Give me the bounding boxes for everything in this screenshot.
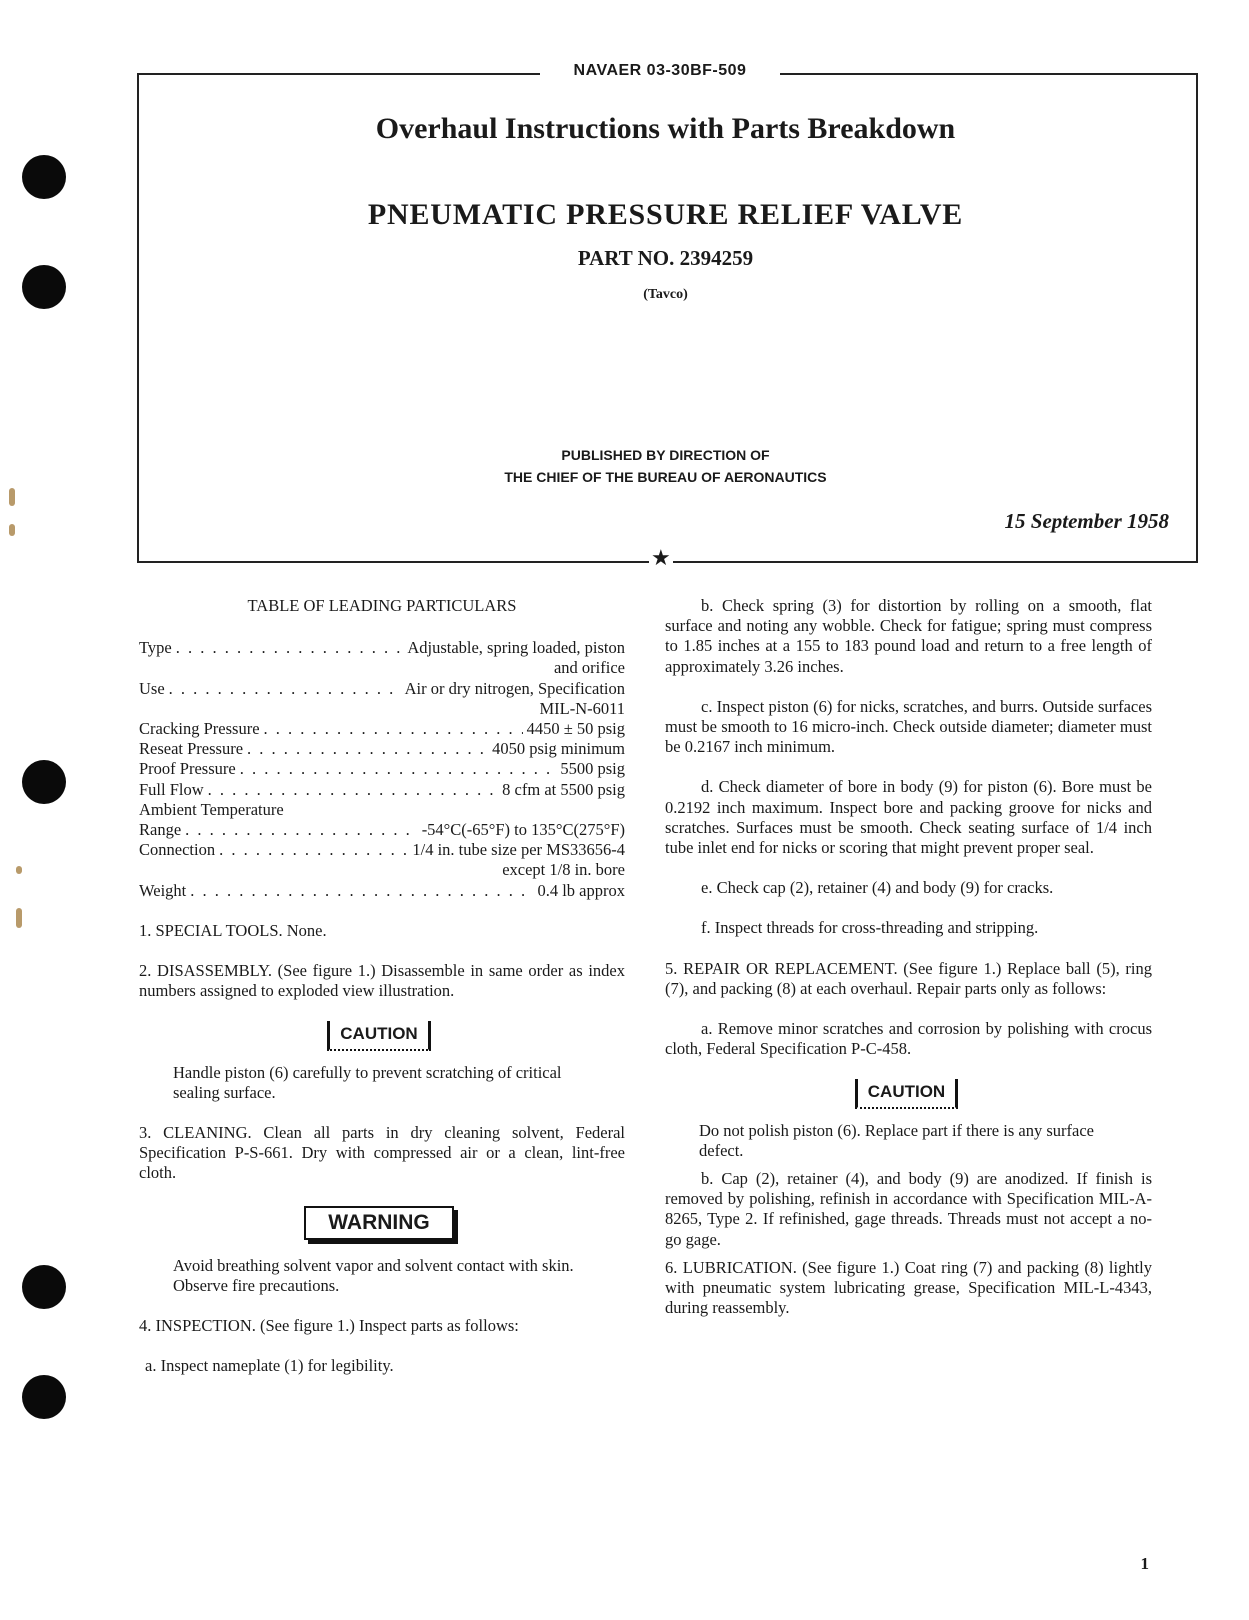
document-number: NAVAER 03-30BF-509	[540, 62, 780, 80]
right-column	[665, 596, 1152, 1318]
left-column	[139, 596, 625, 1377]
edge-mark	[16, 866, 22, 874]
edge-mark	[16, 908, 22, 928]
inspection-step-c: c. Inspect piston (6) for nicks, scratches, and burrs. Outside surfaces must be smooth to 16 micro-inch. Check outside diameter; diameter must be 0.2167 inch minimum.	[665, 696, 1152, 757]
binder-hole	[22, 760, 66, 804]
particular-row-type: Type . . . Adjustable, spring loaded, piston	[139, 638, 625, 658]
publisher-line	[137, 444, 1194, 488]
section-repair-replacement: 5. REPAIR OR REPLACEMENT. (See figure 1.) Replace ball (5), ring (7), and packing (8) at each overhaul. Repair parts only as follows:	[665, 958, 1152, 998]
particular-row-ambient: Ambient Temperature	[139, 799, 284, 819]
section-inspection: 4. INSPECTION. (See figure 1.) Inspect parts as follows:	[139, 1316, 519, 1336]
publisher-line-1: PUBLISHED BY DIRECTION OF	[561, 447, 770, 463]
particular-row-use: Use . . . Air or dry nitrogen, Specification	[139, 679, 625, 699]
binder-hole	[22, 1265, 66, 1309]
binder-hole	[22, 265, 66, 309]
title-block-frame	[137, 73, 1198, 563]
manufacturer: (Tavco)	[643, 287, 688, 302]
particular-row-weight: Weight . . . 0.4 lb approx	[139, 881, 625, 901]
inspection-step-b: b. Check spring (3) for distortion by rolling on a smooth, flat surface and noting any wobble. Check for fatigue; spring must compress to 1.85 inches at a 155 to 183 pound load and return to a free length of approximately 3.26 inches.	[665, 596, 1152, 676]
page-number: 1	[1140, 1554, 1149, 1573]
item-title: PNEUMATIC PRESSURE RELIEF VALVE	[367, 198, 964, 231]
section-disassembly: 2. DISASSEMBLY. (See figure 1.) Disassemble in same order as index numbers assigned to exploded view illustration.	[139, 961, 625, 1001]
binder-hole	[22, 155, 66, 199]
section-lubrication: 6. LUBRICATION. (See figure 1.) Coat ring (7) and packing (8) lightly with pneumatic system lubricating grease, Specification MIL-L-4343, during reassembly.	[665, 1257, 1152, 1318]
binder-hole	[22, 1375, 66, 1419]
publisher-line-2: THE CHIEF OF THE BUREAU OF AERONAUTICS	[504, 469, 827, 485]
part-number: PART NO. 2394259	[577, 246, 754, 270]
edge-mark	[9, 488, 15, 506]
publication-date: 15 September 1958	[1004, 509, 1169, 533]
section-special-tools: 1. SPECIAL TOOLS. None.	[139, 920, 327, 940]
particular-row-flow: Full Flow . . . 8 cfm at 5500 psig	[139, 780, 625, 800]
caution-text: Handle piston (6) carefully to prevent scratching of critical sealing surface.	[173, 1062, 562, 1102]
warning-label: WARNING	[304, 1206, 454, 1240]
edge-mark	[9, 524, 15, 536]
inspection-step-a: a. Inspect nameplate (1) for legibility.	[145, 1356, 394, 1376]
inspection-step-e: e. Check cap (2), retainer (4) and body (9) for cracks.	[701, 878, 1054, 898]
document-title: Overhaul Instructions with Parts Breakdown	[375, 112, 956, 145]
caution-text: Do not polish piston (6). Replace part if there is any surface defect.	[699, 1120, 1094, 1160]
section-cleaning: 3. CLEANING. Clean all parts in dry cleaning solvent, Federal Specification P-S-661. Dry with compressed air or a clean, lint-free cloth.	[139, 1123, 625, 1183]
star-icon: ★	[651, 546, 671, 571]
inspection-step-f: f. Inspect threads for cross-threading and stripping.	[701, 918, 1039, 938]
inspection-step-d: d. Check diameter of bore in body (9) for piston (6). Bore must be 0.2192 inch maximum. Inspect bore and packing groove for nicks and scratches. Surfaces must be smooth. Check seating surface of 1/4 inch tube inlet end for nicks or scoring that might prevent proper seal.	[665, 777, 1152, 858]
caution-label: CAUTION	[327, 1021, 430, 1050]
particular-continuation: MIL-N-6011	[539, 698, 625, 718]
particular-row-proof: Proof Pressure . . . 5500 psig	[139, 759, 625, 779]
repair-step-a: a. Remove minor scratches and corrosion by polishing with crocus cloth, Federal Specification P-C-458.	[665, 1019, 1152, 1059]
particular-continuation: and orifice	[553, 658, 625, 678]
caution-label: CAUTION	[855, 1079, 958, 1108]
particular-row-cracking: Cracking Pressure . . . 4450 ± 50 psig	[139, 719, 625, 739]
particulars-title: TABLE OF LEADING PARTICULARS	[247, 596, 517, 615]
particular-row-connection: Connection . . . 1/4 in. tube size per MS33656-4	[139, 840, 625, 860]
repair-step-b: b. Cap (2), retainer (4), and body (9) are anodized. If finish is removed by polishing, refinish in accordance with Specification MIL-A-8265, Type 2. If refinished, gage threads. Threads must not accept a no-go gage.	[665, 1169, 1152, 1249]
particular-continuation: except 1/8 in. bore	[502, 860, 625, 880]
particulars-table	[139, 638, 625, 901]
particular-row-range: Range . . . -54°C(-65°F) to 135°C(275°F)	[139, 820, 625, 840]
particular-row-reseat: Reseat Pressure . . . 4050 psig minimum	[139, 739, 625, 759]
warning-text: Avoid breathing solvent vapor and solvent contact with skin. Observe fire precautions.	[173, 1255, 574, 1296]
